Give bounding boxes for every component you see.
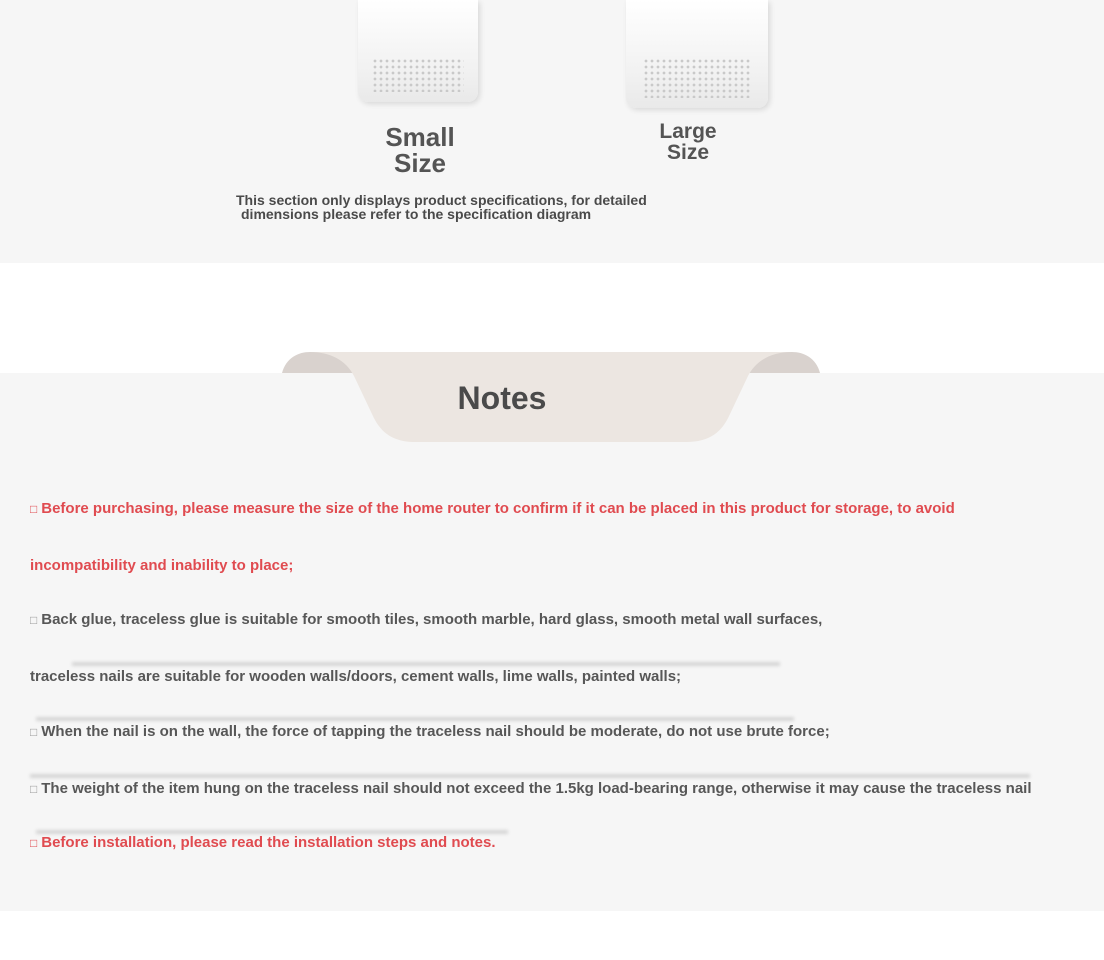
vent-grille-icon — [372, 58, 463, 92]
ghost-text-line — [30, 774, 1030, 778]
large-size-label: Large Size — [659, 120, 717, 164]
spec-note-line-1: This section only displays product specifications, for detailed — [236, 192, 647, 208]
vent-grille-icon — [643, 58, 751, 98]
note-item-measure: □ Before purchasing, please measure the size of the home router to confirm if it can be placed in this product for storage, to avoid — [30, 500, 955, 517]
small-router-box-image — [358, 0, 478, 102]
note-item-nail-force: □ When the nail is on the wall, the force of tapping the traceless nail should be moderate, do not use brute force; — [30, 723, 830, 740]
note-item-measure-cont: incompatibility and inability to place; — [30, 557, 294, 574]
notes-title: Notes — [457, 380, 547, 416]
small-size-label: Small Size — [385, 122, 455, 178]
ghost-text-line — [36, 717, 794, 721]
checkbox-bullet-icon: □ — [30, 502, 38, 516]
checkbox-bullet-icon: □ — [30, 725, 38, 739]
large-router-box-image — [626, 0, 768, 108]
checkbox-bullet-icon: □ — [30, 836, 38, 850]
specification-disclaimer — [236, 193, 736, 221]
ghost-text-line — [72, 662, 780, 666]
checkbox-bullet-icon: □ — [30, 613, 38, 627]
note-item-glue-cont: traceless nails are suitable for wooden walls/doors, cement walls, lime walls, painted walls; — [30, 668, 682, 685]
note-item-glue: □ Back glue, traceless glue is suitable for smooth tiles, smooth marble, hard glass, smooth metal wall surfaces, — [30, 611, 823, 628]
note-item-install: □ Before installation, please read the installation steps and notes. — [30, 834, 496, 851]
checkbox-bullet-icon: □ — [30, 782, 38, 796]
note-item-weight: □ The weight of the item hung on the traceless nail should not exceed the 1.5kg load-bearing range, otherwise it may cause the traceless nail — [30, 780, 1032, 797]
spec-note-line-2: dimensions please refer to the specification diagram — [241, 206, 592, 222]
product-size-section — [0, 0, 1104, 263]
